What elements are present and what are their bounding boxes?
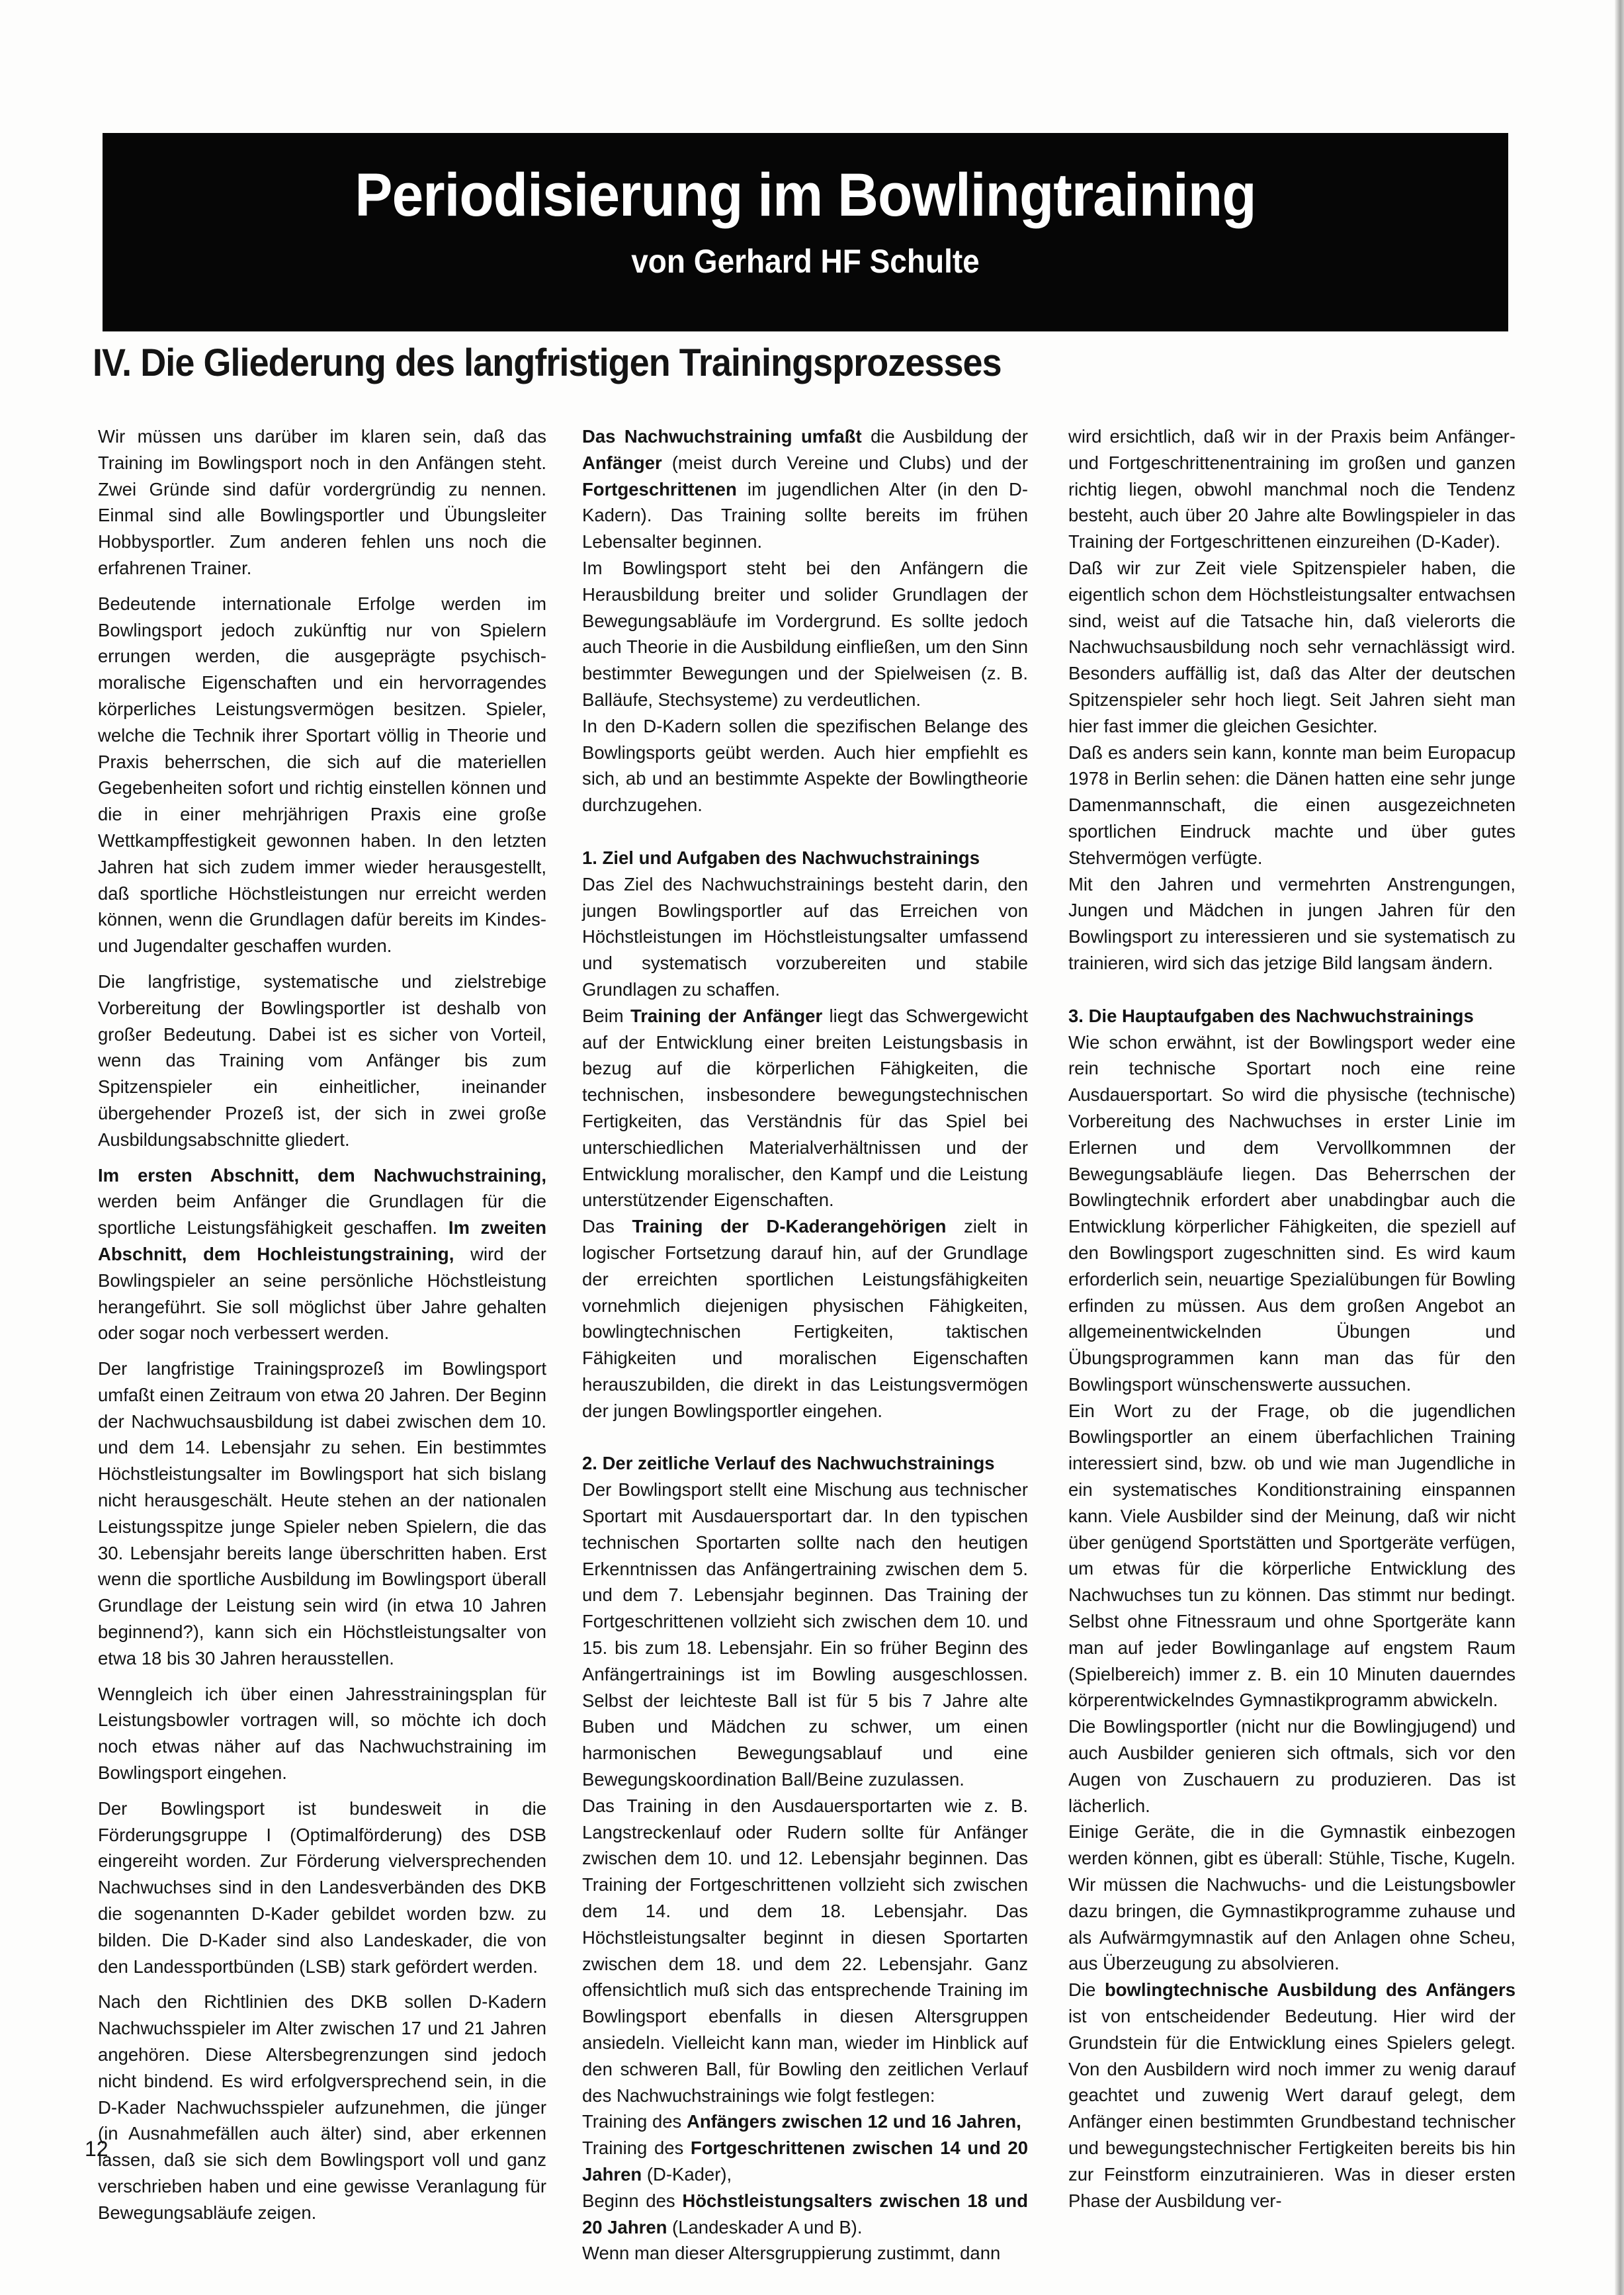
paragraph: Wenngleich ich über einen Jahresstrainingsplan für Leistungsbowler vortragen will, so möchte ich doch noch etwas näher auf das Nachwuchstraining im Bowlingsport eingehen. — [98, 1683, 546, 1784]
paragraph: In den D-Kadern sollen die spezifischen Belange des Bowlingsports geübt werden. Auch hier empfiehlt es sich, ab und an bestimmte Aspekte der Bowlingtheorie durchzugehen. — [582, 715, 1028, 816]
text-run: zielt in logischer Fortsetzung darauf hin, auf der Grundlage der erreichten sportlichen Leistungsfähigkeiten vornehmlich diejenigen physischen Fähigkeiten, bowlingtechnischen Fertigkeiten, taktischen Fähigkeiten und moralischen Eigenschaften herauszubilden, die direkt in das Leistungsvermögen der jungen Bowlingsportler eingehen. — [582, 1216, 1028, 1421]
subheading: 2. Der zeitliche Verlauf des Nachwuchstrainings — [582, 1453, 995, 1474]
title-banner — [103, 133, 1508, 331]
bold-phrase: Das Nachwuchstraining umfaßt — [582, 426, 862, 447]
paragraph — [582, 2188, 1028, 2241]
text-run: liegt das Schwergewicht auf der Entwicklung einer breiten Leistungsbasis in bezug auf die körperlichen Fähigkeiten, die technischen, insbesondere bewegungstechnischen Fertigkeiten, das Verständnis für das Spiel bei unterschiedlichen Materialverhältnissen und der Entwicklung moralischer, den Kampf und die Leistung unterstützender Eigenschaften. — [582, 1005, 1028, 1211]
section-heading: IV. Die Gliederung des langfristigen Trainingsprozesses — [93, 341, 1002, 384]
paragraph: Die langfristige, systematische und zielstrebige Vorbereitung der Bowlingsportler ist deshalb von großer Bedeutung. Dabei ist es sicher von Vorteil, wenn das Training vom Anfänger bis zum Spitzenspieler ein einheitlicher, ineinander übergehender Prozeß ist, der sich in zwei große Ausbildungsabschnitte gliedert. — [98, 971, 546, 1150]
bold-phrase: Anfängers zwischen 12 und 16 Jahren, — [686, 2111, 1021, 2132]
text-run: (Landeskader A und B). — [667, 2216, 863, 2237]
scan-gutter-shadow — [1615, 0, 1624, 2295]
text-run: ist von entscheidender Bedeutung. Hier wird der Grundstein für die Entwicklung eines Spielers gelegt. Von den Ausbildern wird noch immer zu wenig darauf geachtet und zuwenig Wert darauf gelegt, dem Anfänger einen bestimmten Grundbestand technischer und bewegungstechnischer Fertigkeiten bereits bis hin zur Feinstform einzutrainieren. Was in dieser ersten Phase der Ausbildung ver- — [1068, 2006, 1516, 2211]
paragraph: Der langfristige Trainingsprozeß im Bowlingsport umfaßt einen Zeitraum von etwa 20 Jahren. Der Beginn der Nachwuchsausbildung ist dabei zwischen dem 10. und dem 14. Lebensjahr zu sehen. Ein bestimmtes Höchstleistungsalter im Bowlingsport hat sich bislang nicht herausgeschält. Heute stehen an der nationalen Leistungsspitze junge Spieler neben Spielern, die das 30. Lebensjahr bereits lange überschritten haben. Erst wenn die sportliche Ausbildung im Bowlingsport überall Grundlage der Leistung sein wird (in etwa 10 Jahren beginnend?), kann sich ein Höchstleistungsalter von etwa 18 bis 30 Jahren herausstellen. — [98, 1358, 546, 1668]
paragraph — [582, 2108, 1028, 2135]
text-run: wird der Bowlingspieler an seine persönliche Höchstleistung herangeführt. Sie soll möglichst über Jahre gehalten oder sogar noch verbessert werden. — [98, 1243, 546, 1344]
subheading: 3. Die Hauptaufgaben des Nachwuchstrainings — [1068, 1005, 1474, 1026]
paragraph: Daß wir zur Zeit viele Spitzenspieler haben, die eigentlich schon dem Höchstleistungsalter entwachsen sind, weist auf die Tatsache hin, daß vielerorts die Nachwuchsausbildung noch sehr vernachlässigt wird. Besonders auffällig ist, daß das Alter der deutschen Spitzenspieler sehr hoch liegt. Seit Jahren sieht man hier fast immer die gleichen Gesichter. — [1068, 557, 1516, 736]
paragraph: Das Training in den Ausdauersportarten wie z. B. Langstreckenlauf oder Rudern sollte für Anfänger zwischen dem 10. und 12. Lebensjahr beginnen. Das Training der Fortgeschrittenen vollzieht sich zwischen dem 14. und dem 18. Lebensjahr. Das Höchstleistungsalter beginnt in diesen Sportarten zwischen dem 18. und dem 22. Lebensjahr. Ganz offensichtlich muß sich das entsprechende Training im Bowlingsport ebenfalls in diesen Altersgruppen ansiedeln. Vielleicht kann man, wieder im Hinblick auf den schweren Ball, für Bowling den zeitlichen Verlauf des Nachwuchstrainings wie folgt festlegen: — [582, 1795, 1028, 2106]
text-run: Das — [582, 1216, 632, 1237]
paragraph — [582, 1003, 1028, 1213]
paragraph — [582, 423, 1028, 555]
paragraph: Daß es anders sein kann, konnte man beim Europacup 1978 in Berlin sehen: die Dänen hatten eine sehr junge Damenmannschaft, die einen ausgezeichneten sportlichen Eindruck machte und über gutes Stehvermögen verfügte. — [1068, 742, 1516, 868]
paragraph — [582, 1213, 1028, 1424]
article-title: Periodisierung im Bowlingtraining — [355, 161, 1256, 229]
text-column-3 — [1068, 423, 1516, 2214]
text-run: (D-Kader), — [642, 2164, 732, 2185]
article-byline: von Gerhard HF Schulte — [631, 243, 980, 280]
paragraph: Ein Wort zu der Frage, ob die jugendlichen Bowlingsportler an einem überfachlichen Training interessiert sind, bzw. ob und wie man Jugendliche in ein systematisches Konditionstraining einspannen kann. Viele Ausbilder sind der Meinung, daß wir nicht über genügend Sportstätten und Sportgeräte verfügen, um etwas für die körperliche Entwicklung des Nachwuchses tun zu können. Das stimmt nur bedingt. Selbst ohne Fitnessraum und ohne Sportgeräte kann man auf jeder Bowlinganlage auf engstem Raum (Spielbereich) immer z. B. ein 10 Minuten dauerndes körperentwickelndes Gymnastikprogramm abwickeln. — [1068, 1400, 1516, 1711]
text-column-1 — [98, 423, 546, 2226]
bold-phrase: Training der Anfänger — [630, 1005, 823, 1026]
subheading: 1. Ziel und Aufgaben des Nachwuchstrainings — [582, 847, 980, 868]
paragraph: Der Bowlingsport ist bundesweit in die Förderungsgruppe I (Optimalförderung) des DSB eingereiht worden. Zur Förderung vielversprechenden Nachwuchses sind in den Landesverbänden des DKB die sogenannten D-Kader gebildet worden bzw. zu bilden. Die D-Kader sind also Landeskader, die von den Landessportbünden (LSB) stark gefördert werden. — [98, 1797, 546, 1977]
paragraph: Mit den Jahren und vermehrten Anstrengungen, Jungen und Mädchen in jungen Jahren für den Bowlingsport zu interessieren und sie systematisch zu trainieren, wird sich das jetzige Bild langsam ändern. — [1068, 873, 1516, 973]
paragraph: Wir müssen uns darüber im klaren sein, daß das Training im Bowlingsport noch in den Anfängen steht. Zwei Gründe sind dafür vordergründig zu nennen. Einmal sind alle Bowlingsportler und Übungsleiter Hobbysportler. Zum anderen fehlen uns noch die erfahrenen Trainer. — [98, 426, 546, 578]
text-run: im jugendlichen Alter (in den D-Kadern). Das Training sollte bereits im frühen Lebensalter beginnen. — [582, 478, 1028, 552]
bold-phrase: Höchstleistungsalters zwischen 18 und 20 Jahren — [582, 2190, 1029, 2237]
paragraph — [98, 1162, 546, 1347]
bold-phrase: Training der D-Kaderangehörigen — [632, 1216, 947, 1237]
text-run: Beginn des — [582, 2190, 683, 2211]
paragraph — [1068, 1977, 1516, 2214]
text-run: die Ausbildung der — [861, 426, 1028, 447]
bold-phrase: Im ersten Abschnitt, dem Nachwuchstraining, — [98, 1164, 546, 1186]
text-run: Training des — [582, 2138, 691, 2159]
text-run: Die — [1068, 1979, 1105, 2001]
text-run: werden beim Anfänger die Grundlagen für die sportliche Leistungsfähigkeit geschaffen. — [98, 1191, 546, 1238]
text-run: Training des — [582, 2111, 687, 2132]
paragraph — [582, 2135, 1028, 2188]
paragraph: Das Ziel des Nachwuchstrainings besteht darin, den jungen Bowlingsportler auf das Erreichen von Höchstleistungen im Höchstleistungsalter umfassend und systematisch vorzubereiten und stabile Grundlagen zu schaffen. — [582, 873, 1028, 1000]
text-run: (meist durch Vereine und Clubs) und der — [662, 452, 1028, 473]
bold-phrase: Fortgeschrittenen — [582, 478, 737, 499]
paragraph: Einige Geräte, die in die Gymnastik einbezogen werden können, gibt es überall: Stühle, Tische, Kugeln. Wir müssen die Nachwuchs- und die Leistungsbowler dazu bringen, die Gymnastikprogramme zuhause und als Aufwärmgymnastik auf den Anlagen ohne Scheu, aus Überzeugung zu absolvieren. — [1068, 1821, 1516, 1974]
text-column-2 — [582, 423, 1028, 2267]
text-run: Beim — [582, 1005, 631, 1026]
bold-phrase: Im zweiten Abschnitt, dem Hochleistungstraining, — [98, 1217, 547, 1264]
paragraph: Bedeutende internationale Erfolge werden im Bowlingsport jedoch zukünftig nur von Spielern errungen werden, die ausgeprägte psychisch-moralische Eigenschaften und ein hervorragendes körperliches Leistungsvermögen besitzen. Spieler, welche die Technik ihrer Sportart völlig in Theorie und Praxis beherrschen, die sich auf die materiellen Gegebenheiten sofort und richtig einstellen können und die in einer mehrjährigen Praxis eine große Wettkampffestigkeit gewonnen haben. In den letzten Jahren hat sich zudem immer wieder herausgestellt, daß sportliche Höchstleistungen nur erreicht werden können, wenn die Grundlagen dafür bereits im Kindes- und Jugendalter geschaffen wurden. — [98, 593, 546, 957]
paragraph: wird ersichtlich, daß wir in der Praxis beim Anfänger- und Fortgeschrittenentraining im großen und ganzen richtig liegen, obwohl manchmal noch die Tendenz besteht, auch über 20 Jahre alte Bowlingspieler in das Training der Fortgeschrittenen einzureihen (D-Kader). — [1068, 426, 1516, 552]
paragraph: Wie schon erwähnt, ist der Bowlingsport weder eine rein technische Sportart noch eine reine Ausdauersportart. So wird die physische (technische) Vorbereitung des Nachwuchses in erster Linie im Erlernen und dem Vervollkommnen der Bewegungsabläufe liegen. Das Beherrschen der Bowlingtechnik erfordert aber unabdingbar auch die Entwicklung körperlicher Fähigkeiten, die speziell auf den Bowlingsport zugeschnitten sind. Es wird kaum erforderlich sein, neuartige Spezialübungen für Bowling erfinden zu müssen. Aus dem großen Angebot an allgemeinentwickelnden Übungen und Übungsprogrammen kann man das für den Bowlingsport wünschenswerte aussuchen. — [1068, 1031, 1516, 1395]
page-number: 12 — [85, 2137, 108, 2161]
bold-phrase: Anfänger — [582, 452, 662, 473]
bold-phrase: bowlingtechnische Ausbildung des Anfängers — [1104, 1979, 1516, 2001]
paragraph: Die Bowlingsportler (nicht nur die Bowlingjugend) und auch Ausbilder genieren sich oftmals, sich vor den Augen von Zuschauern zu produzieren. Das ist lächerlich. — [1068, 1716, 1516, 1816]
bold-phrase: Fortgeschrittenen zwischen 14 und 20 Jahren — [582, 2138, 1029, 2185]
paragraph: Nach den Richtlinien des DKB sollen D-Kadern Nachwuchsspieler im Alter zwischen 17 und 21 Jahren angehören. Diese Altersbegrenzungen sind jedoch nicht bindend. Es wird erfolgversprechend sein, in die D-Kader Nachwuchsspieler aufzunehmen, die jünger (in Ausnahmefällen auch älter) sind, aber erkennen lassen, daß sie sich dem Bowlingsport voll und ganz verschrieben haben und eine gewisse Veranlagung für Bewegungsabläufe zeigen. — [98, 1991, 546, 2223]
paragraph: Wenn man dieser Altersgruppierung zustimmt, dann — [582, 2243, 1001, 2264]
paragraph: Im Bowlingsport steht bei den Anfängern die Herausbildung breiter und solider Grundlagen der Bewegungsabläufe im Vordergrund. Es sollte jedoch auch Theorie in die Ausbildung einfließen, um den Sinn bestimmter Bewegungen und der Spielweisen (z. B. Balläufe, Stechsysteme) zu verdeutlichen. — [582, 557, 1028, 710]
paragraph: Der Bowlingsport stellt eine Mischung aus technischer Sportart mit Ausdauersportart dar. In den typischen technischen Sportarten sollte nach den heutigen Erkenntnissen das Anfängertraining zwischen dem 5. und dem 7. Lebensjahr beginnen. Das Training der Fortgeschrittenen vollzieht sich zwischen dem 10. und 15. bis zum 18. Lebensjahr. Ein so früher Beginn des Anfängertrainings ist im Bowling ausgeschlossen. Selbst der leichteste Ball ist für 5 bis 7 Jahre alte Buben und Mädchen zu schwer, um einen harmonischen Bewegungsablauf und eine Bewegungskoordination Ball/Beine zuzulassen. — [582, 1479, 1028, 1790]
